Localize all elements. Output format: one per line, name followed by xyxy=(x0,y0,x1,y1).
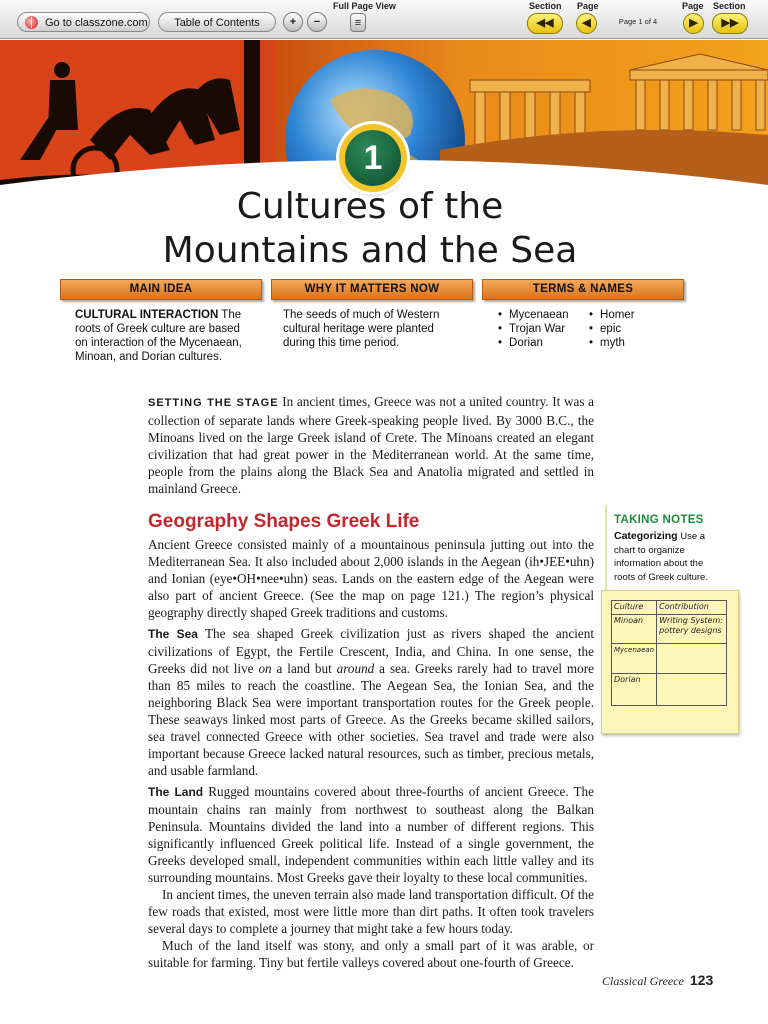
notes-header-contribution: Contribution xyxy=(657,601,727,615)
terms-list-1 xyxy=(498,308,588,350)
term-link[interactable]: • Dorian xyxy=(498,336,588,350)
sea-lead: The Sea xyxy=(148,627,198,641)
next-page-button[interactable] xyxy=(683,13,704,34)
page-number: 123 xyxy=(689,972,714,988)
page-title xyxy=(120,185,620,273)
title-line-2: Mountains and the Sea xyxy=(162,230,578,271)
setting-stage-lead: SETTING THE STAGE xyxy=(148,397,279,409)
term-link[interactable]: • epic xyxy=(589,322,679,336)
notes-cell-contribution xyxy=(657,644,727,674)
notes-cell-contribution xyxy=(657,674,727,706)
reader-toolbar xyxy=(0,0,768,39)
main-body xyxy=(148,536,594,971)
terrain-paragraph: In ancient times, the uneven terrain also made land transportation difficult. Of the few roads that existed, most were little more than dirt paths. It often took travelers several days to complete a journey that might take a few hours today. xyxy=(148,887,594,936)
section-heading: Geography Shapes Greek Life xyxy=(148,511,420,532)
term-link[interactable]: • Trojan War xyxy=(498,322,588,336)
main-idea-heading: MAIN IDEA xyxy=(60,279,262,300)
notes-cell-contribution: Writing System: pottery designs xyxy=(657,614,727,644)
page-label-right: Page xyxy=(682,1,704,11)
taking-notes-skill: Categorizing xyxy=(614,530,678,542)
footer-unit: Classical Greece xyxy=(602,974,684,988)
terms-names-heading: TERMS & NAMES xyxy=(482,279,684,300)
table-of-contents-button[interactable] xyxy=(158,12,276,32)
chapter-number-badge xyxy=(339,124,407,192)
full-page-icon[interactable]: ≡ xyxy=(350,13,366,32)
zoom-in-icon[interactable]: + xyxy=(283,12,303,32)
main-idea-lead: CULTURAL INTERACTION xyxy=(75,309,219,321)
globe-icon xyxy=(25,16,38,29)
page-footer xyxy=(602,972,713,989)
prev-page-button[interactable] xyxy=(576,13,597,34)
notes-chart-card xyxy=(601,590,739,734)
sea-text-b: a land but xyxy=(271,661,337,676)
setting-the-stage xyxy=(148,393,594,497)
term-link[interactable]: • Homer xyxy=(589,308,679,322)
title-line-1: Cultures of the xyxy=(236,186,504,227)
land-text: Rugged mountains covered about three-fourths of ancient Greece. The mountain chains ran mainly from northwest to southeast along the Balkan Peninsula. Mountains divided the land into a number of different regions. This significantly influenced Greek political life. Instead of a single government, the Greeks developed small, independent communities within each little valley and its surrounding mountains. Most Greeks gave their loyalty to these local communities. xyxy=(148,784,594,885)
prev-section-icon: ◀◀ xyxy=(536,17,554,29)
notes-cell-culture: Dorian xyxy=(612,674,657,706)
section-label-left: Section xyxy=(529,1,562,11)
why-it-matters-heading: WHY IT MATTERS NOW xyxy=(271,279,473,300)
main-idea-body: The roots of Greek culture are based on interaction of the Mycenaean, Minoan, and Dorian cultures. xyxy=(75,309,242,363)
term-link[interactable]: • Mycenaean xyxy=(498,308,588,322)
land-paragraph xyxy=(148,783,594,886)
terms-list-2 xyxy=(589,308,679,350)
notes-cell-culture: Mycenaean xyxy=(612,644,657,674)
sea-text-a: The sea shaped Greek civilization just as rivers shaped the ancient civilizations of Egypt, the Fertile Crescent, India, and China. In one sense, the Greeks did not live xyxy=(148,626,594,676)
toc-label: Table of Contents xyxy=(174,17,260,29)
notes-chart xyxy=(611,600,727,706)
page-label-left: Page xyxy=(577,1,599,11)
main-idea-text xyxy=(75,308,247,364)
next-section-button[interactable] xyxy=(712,13,748,34)
section-label-right: Section xyxy=(713,1,746,11)
setting-stage-text: In ancient times, Greece was not a united country. It was a collection of separate lands where Greek-speaking people lived. By 3000 B.C., the Minoans lived on the large Greek island of Crete. The Minoans created an elegant civilization that had great power in the Mediterranean world. At the same time, people from the plains along the Black Sea and Anatolia migrated and settled in mainland Greece. xyxy=(148,394,594,496)
sea-italic-on: on xyxy=(258,661,272,676)
taking-notes-title: TAKING NOTES xyxy=(614,514,704,526)
stony-paragraph: Much of the land itself was stony, and only a small part of it was arable, or suitable for farming. Tiny but fertile valleys covered about one-fourth of Greece. xyxy=(148,938,594,970)
sea-paragraph xyxy=(148,625,594,779)
classzone-button[interactable] xyxy=(17,12,150,32)
taking-notes-instructions: Use a chart to organize information about the roots of Greek culture. xyxy=(614,531,708,583)
prev-page-icon: ◀ xyxy=(582,17,591,29)
sea-italic-around: around xyxy=(336,661,375,676)
classzone-label: Go to classzone.com xyxy=(45,17,148,29)
intro-paragraph: Ancient Greece consisted mainly of a mountainous peninsula jutting out into the Mediterranean Sea. It also included about 2,000 islands in the Aegean (ih•JEE•uhn) and Ionian (eye•OH•nee•uhn) seas. Lands on the eastern edge of the Aegean were also part of ancient Greece. (See the map on page 121.) The region’s physical geography directly shaped Greek traditions and customs. xyxy=(148,537,594,620)
zoom-out-icon[interactable]: − xyxy=(307,12,327,32)
land-lead: The Land xyxy=(148,785,204,799)
chapter-number: 1 xyxy=(345,130,401,186)
full-page-view-label: Full Page View xyxy=(333,1,396,11)
notes-cell-culture: Minoan xyxy=(612,614,657,644)
page-indicator: Page 1 of 4 xyxy=(618,17,658,26)
prev-section-button[interactable] xyxy=(527,13,563,34)
taking-notes-text xyxy=(614,530,718,584)
notes-header-culture: Culture xyxy=(612,601,657,615)
why-it-matters-text: The seeds of much of Western cultural heritage were planted during this time period. xyxy=(283,309,440,349)
next-section-icon: ▶▶ xyxy=(721,17,739,29)
term-link[interactable]: • myth xyxy=(589,336,679,350)
sea-text-c: a sea. Greeks rarely had to travel more than 85 miles to reach the coastline. The Aegean Sea, the Ionian Sea, and the neighboring Black Sea were important transportation routes for the Greek people. These seaways linked most parts of Greece. As the Greeks became skilled sailors, sea travel connected Greece with other societies. Sea travel and trade were also important because Greece lacked natural resources, such as timber, precious metals, and usable farmland. xyxy=(148,661,594,778)
next-page-icon: ▶ xyxy=(689,17,698,29)
